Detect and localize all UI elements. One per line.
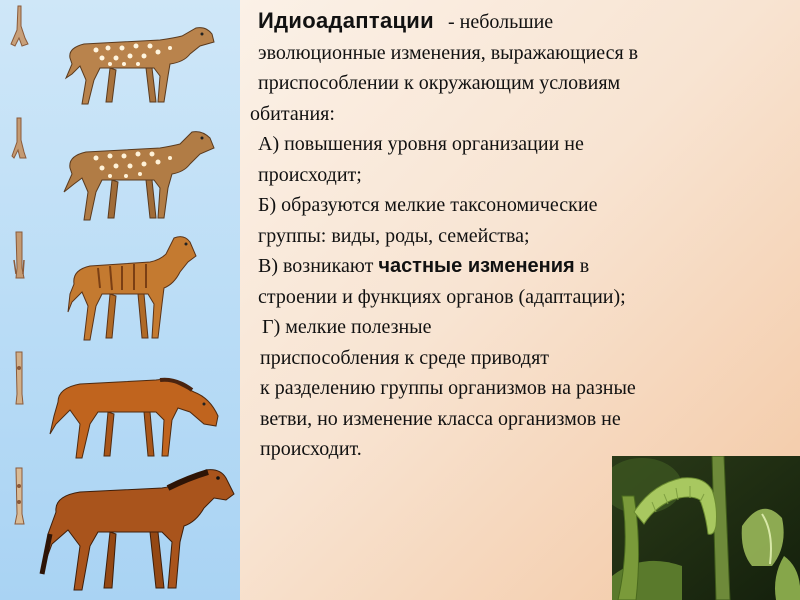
text-segment: в [574,255,590,277]
eohippus-icon [50,18,218,110]
leg-bone-2-icon [8,116,30,160]
bold-term: частные изменения [378,255,575,277]
title-line [258,6,780,38]
text-line: Г) мелкие полезные [262,316,432,338]
leg-bone-3-icon [8,230,30,282]
caterpillar-on-stem-photo [612,456,800,600]
text-line: приспособления к среде приводят [260,346,550,369]
slide-title: Идиоадаптации [258,8,434,33]
title-rest: - небольшие [447,11,554,33]
leg-bone-1-icon [8,4,30,48]
leg-bone-4-icon [8,350,30,408]
merychippus-icon [44,358,224,462]
text-line: Б) образуются мелкие таксономические [258,194,598,216]
slide-body [250,6,780,465]
text-line-v [250,251,780,282]
text-line: группы: виды, роды, семейства; [258,224,530,247]
text-line: ветви, но изменение класса организмов не [260,407,621,430]
orohippus-icon [56,124,218,224]
text-line: эволюционные изменения, выражающиеся в [258,41,639,64]
leg-bone-5-icon [8,466,30,528]
text-line: к разделению группы организмов на разные [260,377,636,399]
equus-icon [38,464,238,596]
mesohippus-icon [62,232,200,344]
text-line: приспособлении к окружающим условиям [258,72,621,94]
text-line: происходит. [260,438,362,460]
text-line: происходит; [258,163,362,186]
text-line: строении и функциях органов (адаптации); [258,285,626,308]
text-line: А) повышения уровня организации не [258,133,584,155]
text-line: обитания: [250,102,335,125]
text-segment: В) возникают [258,255,379,277]
illustration-panel [0,0,240,600]
caterpillar-photo-graphic [612,456,800,600]
